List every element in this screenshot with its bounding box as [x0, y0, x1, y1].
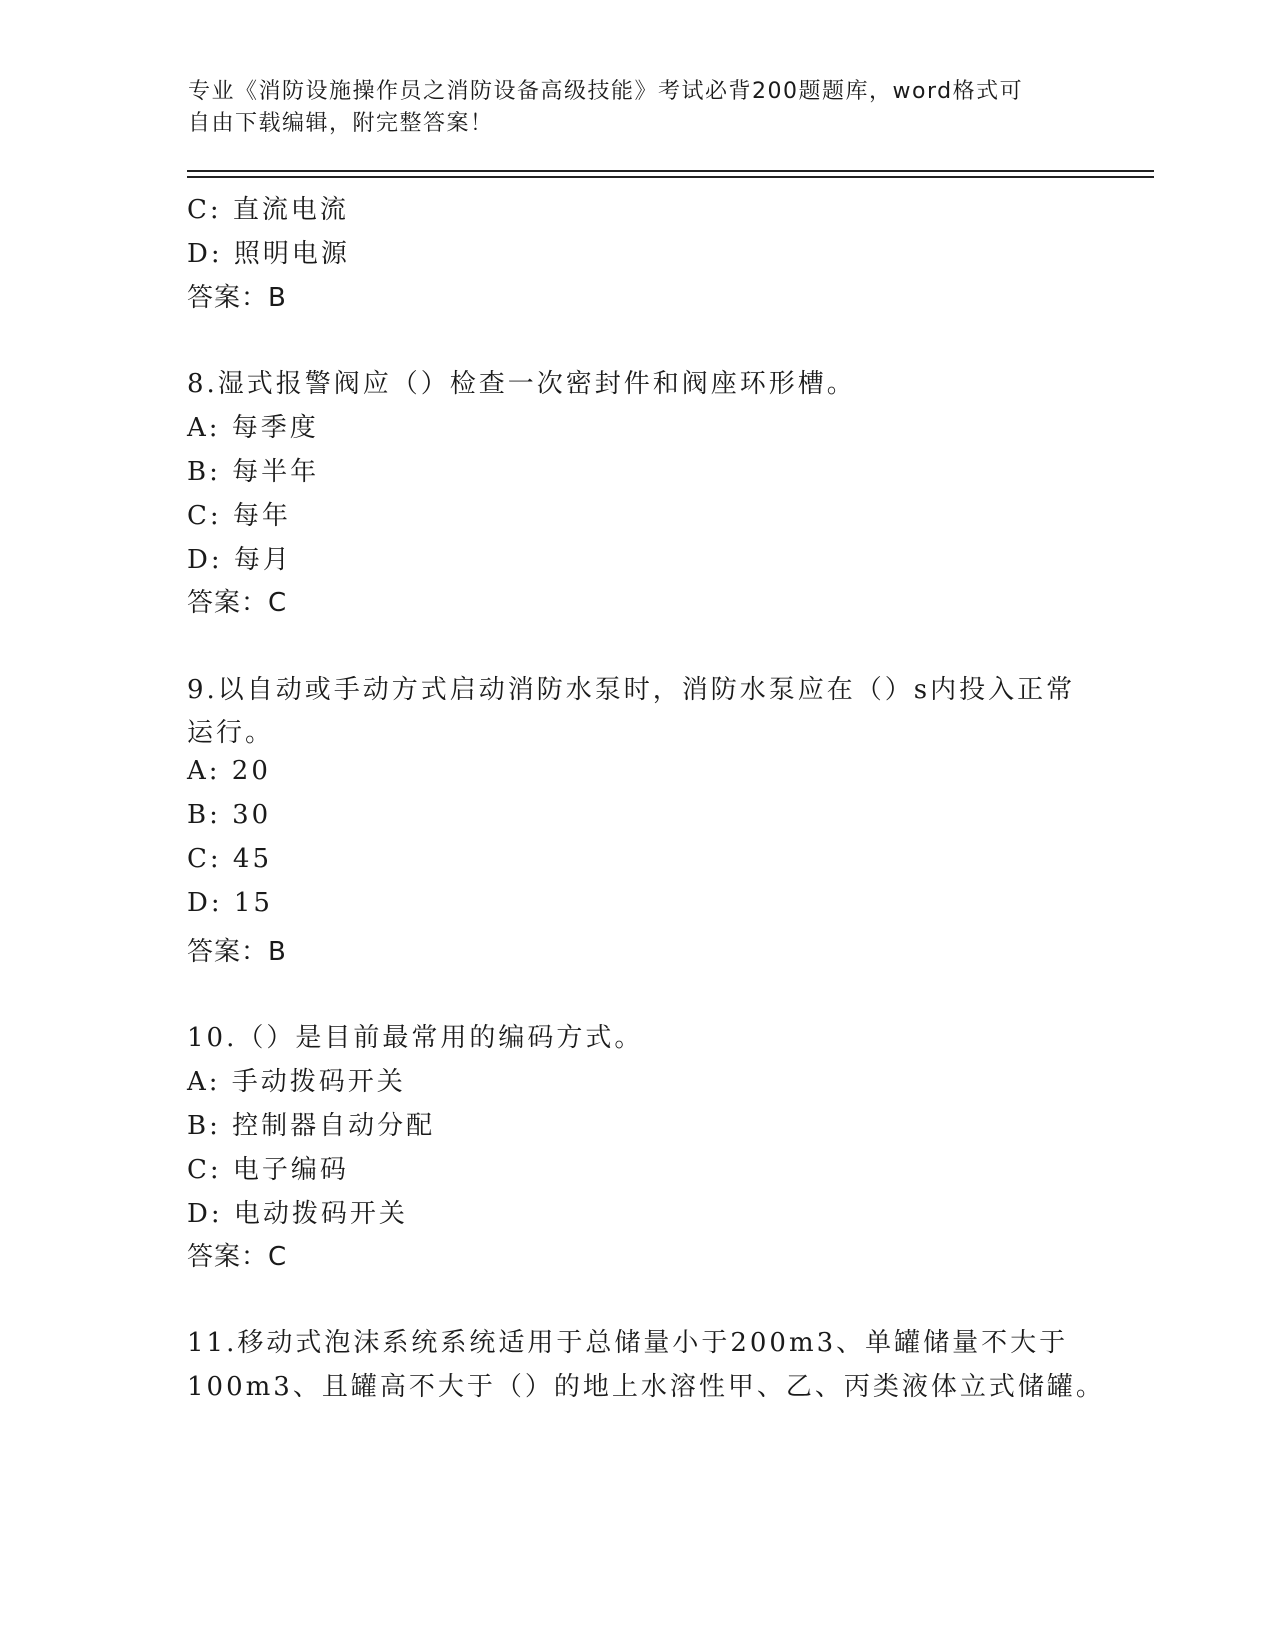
q9-option-b: B: 30 [187, 800, 272, 830]
q8-option-b: B: 每半年 [187, 457, 320, 487]
q11-stem-line-1: 11.移动式泡沫系统系统适用于总储量小于200m3、单罐储量不大于 [187, 1328, 1069, 1358]
q8-stem: 8.湿式报警阀应（）检查一次密封件和阀座环形槽。 [187, 369, 856, 399]
q10-stem: 10.（）是目前最常用的编码方式。 [187, 1023, 644, 1053]
prev-answer: 答案：B [187, 283, 287, 313]
q9-answer: 答案：B [187, 937, 287, 967]
header-rule-top [187, 170, 1154, 172]
document-header-line-1: 专业《消防设施操作员之消防设备高级技能》考试必背200题题库，word格式可 [188, 79, 1024, 104]
document-header-line-2: 自由下载编辑，附完整答案！ [188, 111, 494, 136]
q8-answer: 答案：C [187, 588, 288, 618]
q9-stem-line-2: 运行。 [187, 718, 275, 748]
q9-option-d: D: 15 [187, 888, 273, 918]
prev-option-c: C: 直流电流 [187, 195, 349, 225]
q10-answer: 答案：C [187, 1242, 288, 1272]
q10-option-c: C: 电子编码 [187, 1155, 349, 1185]
q8-option-a: A: 每季度 [187, 413, 319, 443]
q11-stem-line-2: 100m3、且罐高不大于（）的地上水溶性甲、乙、丙类液体立式储罐。 [187, 1372, 1105, 1402]
q8-option-c: C: 每年 [187, 501, 291, 531]
q9-stem-line-1: 9.以自动或手动方式启动消防水泵时，消防水泵应在（）s内投入正常 [187, 675, 1076, 705]
q8-option-d: D: 每月 [187, 545, 292, 575]
q10-option-b: B: 控制器自动分配 [187, 1111, 436, 1141]
q10-option-d: D: 电动拨码开关 [187, 1199, 408, 1229]
q9-option-a: A: 20 [187, 756, 271, 786]
prev-option-d: D: 照明电源 [187, 239, 350, 269]
q10-option-a: A: 手动拨码开关 [187, 1067, 406, 1097]
header-rule-bottom [187, 176, 1154, 178]
q9-option-c: C: 45 [187, 844, 273, 874]
